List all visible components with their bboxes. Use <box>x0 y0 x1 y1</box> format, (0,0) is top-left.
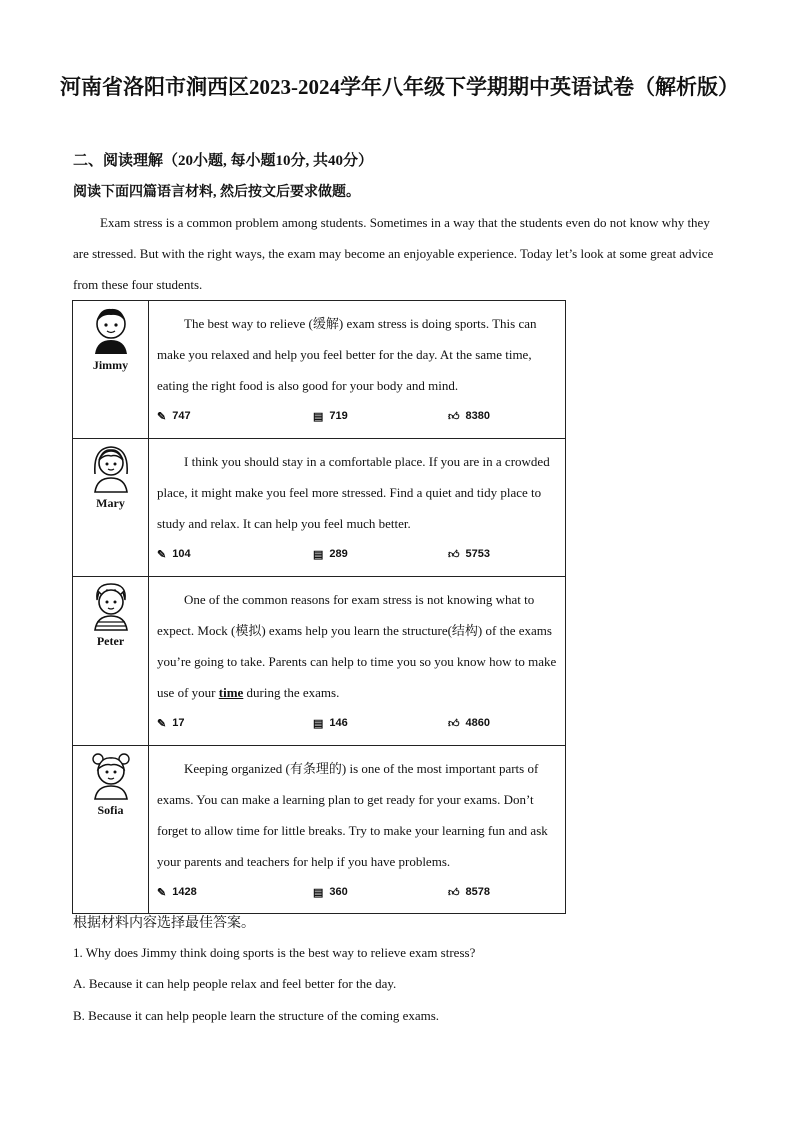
page-title: 河南省洛阳市涧西区2023-2024学年八年级下学期期中英语试卷（解析版） <box>60 75 739 99</box>
avatar-cell <box>73 746 149 914</box>
section-heading: 二、阅读理解（20小题, 每小题10分, 共40分） <box>73 153 374 169</box>
student-name: Mary <box>96 496 125 510</box>
post-stats <box>157 710 557 736</box>
edit-icon: ✎ <box>157 548 167 561</box>
thumbs-up-icon: 👍︎ <box>448 548 460 561</box>
boy-avatar-icon <box>87 302 135 356</box>
like-count: 8578 <box>465 886 490 898</box>
like-count: 5753 <box>465 548 490 560</box>
question-1: 1. Why does Jimmy think doing sports is the best way to relieve exam stress? <box>73 945 476 960</box>
edit-count: 1428 <box>172 886 197 898</box>
like-count: 4860 <box>465 717 490 729</box>
avatar-cell <box>73 301 149 439</box>
thumbs-up-icon: 👍︎ <box>448 886 460 899</box>
underlined-word: time <box>218 685 244 700</box>
post-stats <box>157 541 557 567</box>
post-row <box>73 301 566 439</box>
avatar <box>74 747 147 801</box>
post-text: The best way to relieve (缓解) exam stress is doing sports. This can make you relaxed and help you feel better for the day. At the same time, eating the right food is also good for your body and mind. <box>157 316 537 393</box>
question-heading: 根据材料内容选择最佳答案。 <box>73 916 255 931</box>
avatar <box>74 440 147 494</box>
post-row <box>73 746 566 914</box>
avatar-cell <box>73 577 149 746</box>
boy-avatar-icon <box>87 578 135 632</box>
comment-count: 289 <box>329 548 348 560</box>
post-text: I think you should stay in a comfortable place. If you are in a crowded place, it might make you feel more stressed. Find a quiet and tidy place to study and relax. It can help you feel much better. <box>157 454 550 531</box>
thumbs-up-icon: 👍︎ <box>448 410 460 423</box>
thumbs-up-icon: 👍︎ <box>448 717 460 730</box>
edit-count: 747 <box>172 410 191 422</box>
advice-table <box>72 300 566 914</box>
student-name: Jimmy <box>92 358 129 372</box>
girl-avatar-icon <box>87 747 135 801</box>
post-row <box>73 439 566 577</box>
comment-count: 360 <box>329 886 348 898</box>
edit-icon: ✎ <box>157 717 167 730</box>
post-text: One of the common reasons for exam stress is not knowing what to expect. Mock (模拟) exams help you learn the structure(结构) of the exams you’re going to take. Parents can help to time you so you know how to make use of your time during the exams. <box>157 592 557 700</box>
post-stats <box>157 879 557 905</box>
edit-icon: ✎ <box>157 886 167 899</box>
option-a: A. Because it can help people relax and feel better for the day. <box>73 976 397 991</box>
option-b: B. Because it can help people learn the structure of the coming exams. <box>73 1008 440 1023</box>
edit-count: 17 <box>172 717 185 729</box>
avatar <box>74 302 147 356</box>
comment-icon: ▤ <box>313 886 324 899</box>
edit-icon: ✎ <box>157 410 167 423</box>
intro-paragraph: Exam stress is a common problem among students. Sometimes in a way that the students even do not know why they are stressed. But with the right ways, the exam may become an enjoyable experience. Today let’s look at some great advice from these four students. <box>73 215 714 292</box>
comment-count: 146 <box>329 717 348 729</box>
comment-icon: ▤ <box>313 410 324 423</box>
instruction: 阅读下面四篇语言材料, 然后按文后要求做题。 <box>73 185 360 200</box>
avatar <box>74 578 147 632</box>
comment-count: 719 <box>329 410 348 422</box>
comment-icon: ▤ <box>313 717 324 730</box>
post-text: Keeping organized (有条理的) is one of the most important parts of exams. You can make a learning plan to get ready for your exams. Don’t forget to allow time for little breaks. Try to make your learning fun and ask your parents and teachers for help if you have problems. <box>157 761 548 869</box>
edit-count: 104 <box>172 548 191 560</box>
avatar-cell <box>73 439 149 577</box>
student-name: Sofia <box>97 803 124 817</box>
student-name: Peter <box>96 634 125 648</box>
like-count: 8380 <box>465 410 490 422</box>
post-stats <box>157 403 557 429</box>
post-row <box>73 577 566 746</box>
comment-icon: ▤ <box>313 548 324 561</box>
girl-avatar-icon <box>87 440 135 494</box>
